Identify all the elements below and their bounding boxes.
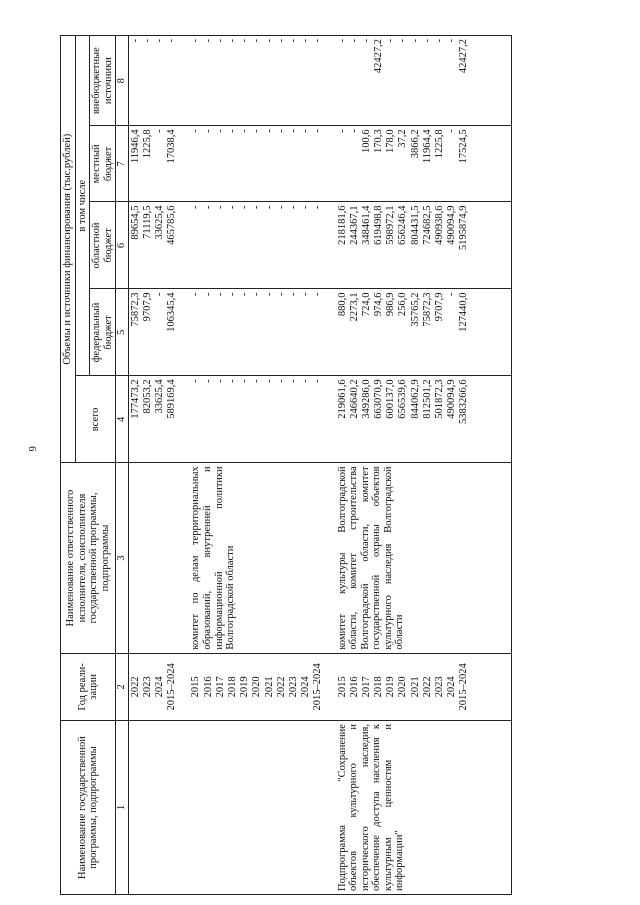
cell-value: - bbox=[190, 292, 202, 296]
cell-value: 2023 bbox=[141, 676, 153, 698]
cell-value: - bbox=[154, 129, 166, 133]
cell-value: - bbox=[154, 292, 166, 296]
cell-value: - bbox=[275, 292, 287, 296]
cell-value: - bbox=[287, 39, 299, 43]
cell-value: - bbox=[287, 379, 299, 383]
cell-value: - bbox=[300, 39, 312, 43]
header-including: в том числе bbox=[75, 36, 90, 376]
cell-value: - bbox=[202, 205, 214, 209]
cell-value: - bbox=[239, 129, 251, 133]
cell-value: 974,6 bbox=[373, 292, 385, 317]
cell-value: 2015–2024 bbox=[312, 663, 324, 711]
cell-value: 1225,8 bbox=[141, 129, 153, 159]
cell-value: - bbox=[239, 379, 251, 383]
col-number: 6 bbox=[116, 202, 129, 289]
cell-value: 2018 bbox=[227, 676, 239, 698]
cell-value: - bbox=[348, 39, 360, 43]
cell-value: - bbox=[227, 129, 239, 133]
years-cell bbox=[128, 653, 179, 720]
offbudget-cell bbox=[336, 36, 472, 126]
cell-value: - bbox=[202, 39, 214, 43]
cell-value: 2018 bbox=[373, 676, 385, 698]
regional-cell bbox=[128, 202, 179, 289]
header-regional: областной бюджет bbox=[90, 202, 116, 289]
cell-value: 2017 bbox=[360, 676, 372, 698]
col-number: 4 bbox=[116, 376, 129, 463]
cell-value: 244367,1 bbox=[348, 205, 360, 245]
header-offbudget: внебюджетные источники bbox=[90, 36, 116, 126]
cell-value: - bbox=[275, 39, 287, 43]
cell-value: - bbox=[446, 39, 458, 43]
cell-value: - bbox=[251, 292, 263, 296]
cell-value: 2015–2024 bbox=[166, 663, 178, 711]
federal-cell bbox=[189, 289, 325, 376]
table-row-block2 bbox=[189, 36, 325, 895]
executor-cell: комитет по делам территориальных образований, внутренней и информационной политики Волгоградской области bbox=[189, 463, 325, 653]
header-total: всего bbox=[75, 376, 116, 463]
cell-value: 2023 bbox=[287, 676, 299, 698]
cell-value: 501872,3 bbox=[434, 379, 446, 419]
cell-value: - bbox=[300, 129, 312, 133]
cell-value: 89654,5 bbox=[129, 205, 141, 240]
cell-value: - bbox=[336, 129, 348, 133]
cell-value: - bbox=[227, 379, 239, 383]
cell-value: 2019 bbox=[385, 676, 397, 698]
total-cell bbox=[128, 376, 179, 463]
cell-value: - bbox=[202, 129, 214, 133]
cell-value: 1225,8 bbox=[434, 129, 446, 159]
offbudget-cell bbox=[128, 36, 179, 126]
federal-cell bbox=[336, 289, 472, 376]
col-number: 7 bbox=[116, 126, 129, 202]
cell-value: 2021 bbox=[409, 676, 421, 698]
cell-value: 177473,2 bbox=[129, 379, 141, 419]
cell-value: - bbox=[251, 39, 263, 43]
cell-value: 219061,6 bbox=[336, 379, 348, 419]
cell-value: - bbox=[129, 39, 141, 43]
cell-value: 33625,4 bbox=[154, 205, 166, 240]
cell-value: - bbox=[190, 129, 202, 133]
cell-value: 35765,2 bbox=[409, 292, 421, 327]
cell-value: 2015 bbox=[190, 676, 202, 698]
cell-value: 42427,2 bbox=[458, 39, 470, 74]
cell-value: 246640,2 bbox=[348, 379, 360, 419]
years-cell bbox=[336, 653, 472, 720]
cell-value: 663070,9 bbox=[373, 379, 385, 419]
cell-value: - bbox=[239, 39, 251, 43]
col-number: 8 bbox=[116, 36, 129, 126]
cell-value: - bbox=[166, 39, 178, 43]
financing-table bbox=[60, 35, 512, 895]
cell-value: 11964,4 bbox=[421, 129, 433, 164]
cell-value: - bbox=[385, 39, 397, 43]
cell-value: - bbox=[251, 205, 263, 209]
cell-value: - bbox=[239, 292, 251, 296]
cell-value: 656539,6 bbox=[397, 379, 409, 419]
col-number: 5 bbox=[116, 289, 129, 376]
cell-value: 619498,8 bbox=[373, 205, 385, 245]
cell-value: - bbox=[409, 39, 421, 43]
header-local: местный бюджет bbox=[90, 126, 116, 202]
header-program-name: Наименование государственной программы, подпрограммы bbox=[61, 721, 116, 895]
cell-value: 2021 bbox=[263, 676, 275, 698]
cell-value: - bbox=[263, 205, 275, 209]
cell-value: 2020 bbox=[251, 676, 263, 698]
total-cell bbox=[189, 376, 325, 463]
table-row-block3 bbox=[336, 36, 472, 895]
cell-value: 82053,2 bbox=[141, 379, 153, 414]
cell-value: - bbox=[275, 129, 287, 133]
cell-value: 880,0 bbox=[336, 292, 348, 317]
cell-value: - bbox=[190, 379, 202, 383]
col-number: 3 bbox=[116, 463, 129, 653]
cell-value: 490938,6 bbox=[434, 205, 446, 245]
cell-value: 2015–2024 bbox=[458, 663, 470, 711]
cell-value: - bbox=[275, 205, 287, 209]
cell-value: 2024 bbox=[446, 676, 458, 698]
cell-value: 2016 bbox=[202, 676, 214, 698]
cell-value: - bbox=[190, 205, 202, 209]
cell-value: 2022 bbox=[129, 676, 141, 698]
cell-value: 2016 bbox=[348, 676, 360, 698]
cell-value: 75872,3 bbox=[421, 292, 433, 327]
local-cell bbox=[189, 126, 325, 202]
cell-value: 724682,5 bbox=[421, 205, 433, 245]
cell-value: 490094,9 bbox=[446, 379, 458, 419]
header-federal: федеральный бюджет bbox=[90, 289, 116, 376]
cell-value: 348461,4 bbox=[360, 205, 372, 245]
cell-value: 2023 bbox=[434, 676, 446, 698]
cell-value: - bbox=[287, 205, 299, 209]
cell-value: 42427,2 bbox=[373, 39, 385, 74]
cell-value: - bbox=[312, 379, 324, 383]
cell-value: 100,6 bbox=[360, 129, 372, 153]
cell-value: 256,0 bbox=[397, 292, 409, 317]
local-cell bbox=[128, 126, 179, 202]
regional-cell bbox=[336, 202, 472, 289]
cell-value: - bbox=[275, 379, 287, 383]
header-year: Год реали-зации bbox=[61, 653, 116, 720]
cell-value: 2022 bbox=[275, 676, 287, 698]
cell-value: - bbox=[287, 129, 299, 133]
cell-value: - bbox=[287, 292, 299, 296]
cell-value: - bbox=[312, 292, 324, 296]
cell-value: - bbox=[251, 129, 263, 133]
cell-value: 2015 bbox=[336, 676, 348, 698]
cell-value: - bbox=[300, 205, 312, 209]
cell-value: - bbox=[214, 205, 226, 209]
cell-value: 2273,1 bbox=[348, 292, 360, 322]
cell-value: 2020 bbox=[397, 676, 409, 698]
cell-value: 844062,9 bbox=[409, 379, 421, 419]
cell-value: 170,3 bbox=[373, 129, 385, 153]
cell-value: 71119,5 bbox=[141, 205, 153, 239]
cell-value: 127440,0 bbox=[458, 292, 470, 332]
cell-value: 986,9 bbox=[385, 292, 397, 317]
total-cell bbox=[336, 376, 472, 463]
cell-value: 2019 bbox=[239, 676, 251, 698]
cell-value: 724,0 bbox=[360, 292, 372, 317]
cell-value: - bbox=[227, 292, 239, 296]
cell-value: 218181,6 bbox=[336, 205, 348, 245]
cell-value: 490094,9 bbox=[446, 205, 458, 245]
cell-value: 11946,4 bbox=[129, 129, 141, 164]
cell-value: 106345,4 bbox=[166, 292, 178, 332]
cell-value: - bbox=[227, 205, 239, 209]
header-volumes: Объемы и источники финансирования (тыс.рублей) bbox=[61, 36, 76, 463]
cell-value: 2017 bbox=[214, 676, 226, 698]
cell-value: - bbox=[312, 39, 324, 43]
cell-value: 598972,1 bbox=[385, 205, 397, 245]
subprogram-name-cell: Подпрограмма "Сохранение объектов культурного и исторического наследия, обеспечение доступа населения к культурным ценностям и информации" bbox=[336, 721, 472, 895]
cell-value: 2024 bbox=[154, 676, 166, 698]
cell-value: - bbox=[300, 292, 312, 296]
cell-value: - bbox=[263, 39, 275, 43]
col-number: 2 bbox=[116, 653, 129, 720]
financing-table-sheet bbox=[60, 35, 620, 895]
cell-value: - bbox=[348, 129, 360, 133]
cell-value: 9707,9 bbox=[141, 292, 153, 322]
cell-value: - bbox=[214, 129, 226, 133]
cell-value: - bbox=[360, 39, 372, 43]
years-cell bbox=[189, 653, 325, 720]
cell-value: - bbox=[300, 379, 312, 383]
col-number: 1 bbox=[116, 721, 129, 895]
cell-value: - bbox=[239, 205, 251, 209]
cell-value: - bbox=[336, 39, 348, 43]
cell-value: - bbox=[263, 129, 275, 133]
cell-value: 5195874,9 bbox=[458, 205, 470, 251]
cell-value: 589169,4 bbox=[166, 379, 178, 419]
cell-value: 5383266,6 bbox=[458, 379, 470, 425]
cell-value: 33625,4 bbox=[154, 379, 166, 414]
cell-value: - bbox=[214, 39, 226, 43]
cell-value: - bbox=[154, 39, 166, 43]
cell-value: 178,0 bbox=[385, 129, 397, 153]
cell-value: - bbox=[141, 39, 153, 43]
cell-value: 600137,0 bbox=[385, 379, 397, 419]
cell-value: - bbox=[312, 129, 324, 133]
cell-value: - bbox=[312, 205, 324, 209]
cell-value: - bbox=[263, 379, 275, 383]
cell-value: 9707,9 bbox=[434, 292, 446, 322]
cell-value: 656246,4 bbox=[397, 205, 409, 245]
cell-value: - bbox=[397, 39, 409, 43]
cell-value: 2022 bbox=[421, 676, 433, 698]
cell-value: - bbox=[421, 39, 433, 43]
federal-cell bbox=[128, 289, 179, 376]
cell-value: - bbox=[190, 39, 202, 43]
local-cell bbox=[336, 126, 472, 202]
cell-value: - bbox=[202, 292, 214, 296]
cell-value: 37,2 bbox=[397, 129, 409, 148]
cell-value: 812501,2 bbox=[421, 379, 433, 419]
cell-value: - bbox=[434, 39, 446, 43]
regional-cell bbox=[189, 202, 325, 289]
cell-value: - bbox=[263, 292, 275, 296]
cell-value: 75872,3 bbox=[129, 292, 141, 327]
cell-value: 465785,6 bbox=[166, 205, 178, 245]
cell-value: 17038,4 bbox=[166, 129, 178, 164]
page-number: 6 bbox=[26, 446, 38, 452]
cell-value: 2024 bbox=[300, 676, 312, 698]
executor-cell: комитет культуры Волгоградской области, комитет строительства Волгоградской области, комитет государственной охраны объектов культурного наследия Волгоградской области bbox=[336, 463, 472, 653]
cell-value: 349286,0 bbox=[360, 379, 372, 419]
cell-value: 804431,5 bbox=[409, 205, 421, 245]
cell-value: - bbox=[251, 379, 263, 383]
cell-value: - bbox=[446, 292, 458, 296]
cell-value: 3866,2 bbox=[409, 129, 421, 159]
cell-value: - bbox=[214, 292, 226, 296]
offbudget-cell bbox=[189, 36, 325, 126]
cell-value: - bbox=[446, 129, 458, 133]
table-row-block1 bbox=[128, 36, 179, 895]
cell-value: - bbox=[202, 379, 214, 383]
cell-value: - bbox=[227, 39, 239, 43]
header-executor: Наименование ответственного исполнителя, соисполнителя государственной программы, подпрограммы bbox=[61, 463, 116, 653]
cell-value: 17524,5 bbox=[458, 129, 470, 164]
cell-value: - bbox=[214, 379, 226, 383]
